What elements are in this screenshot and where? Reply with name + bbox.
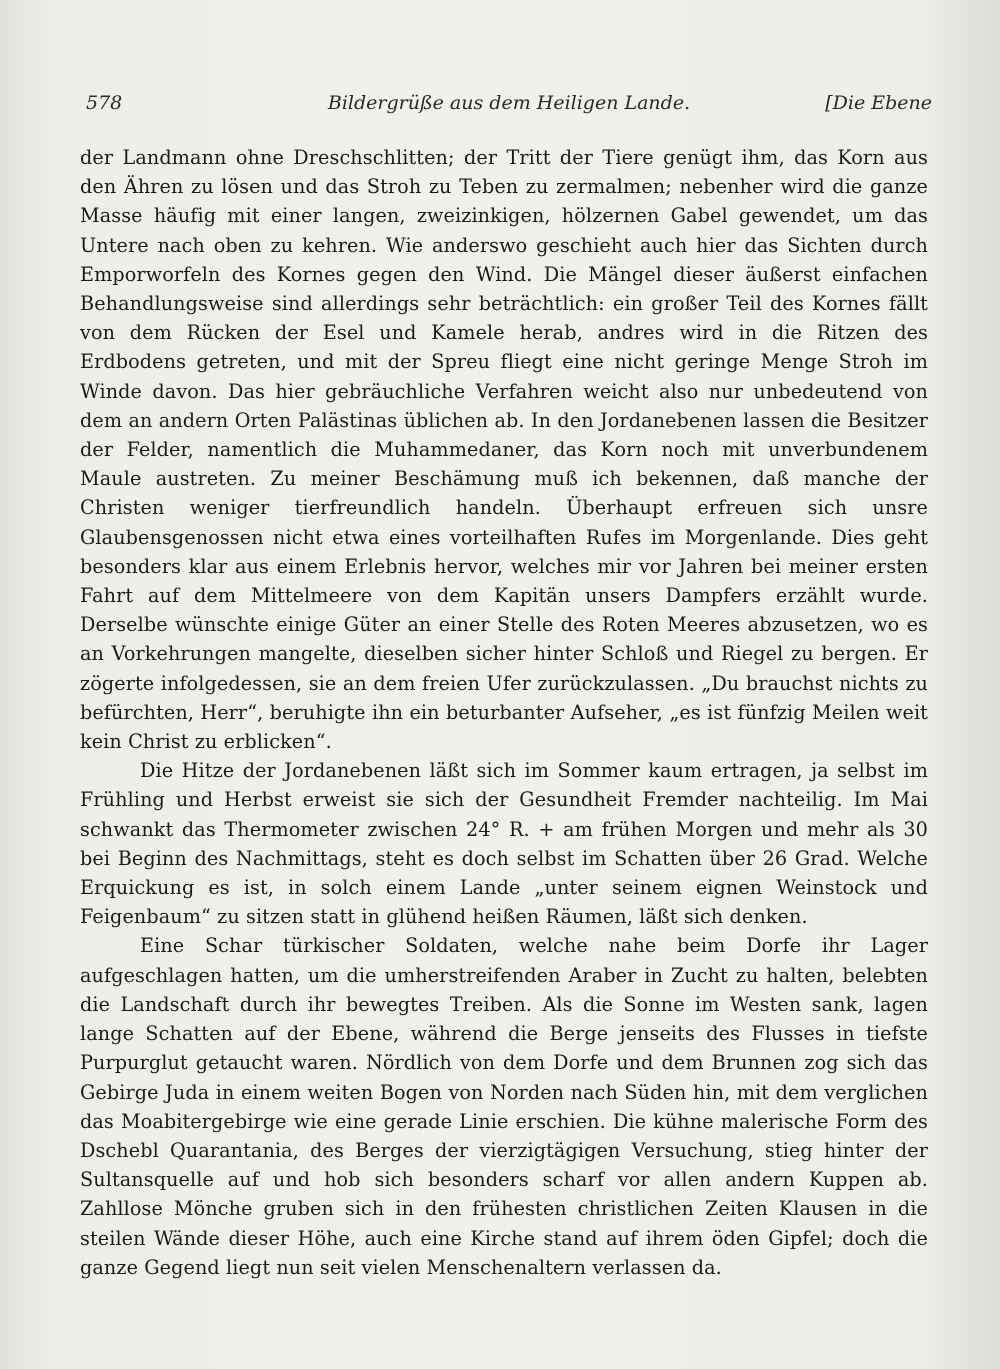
paragraph-soldiers: Eine Schar türkischer Soldaten, welche nahe beim Dorfe ihr Lager aufgeschlagen hatten, um die umherstreifenden Araber in Zucht zu halten, belebten die Landschaft durch ihr bewegtes Treiben. Als die Sonne im Westen sank, lagen lange Schatten auf der Ebene, während die Berge jenseits des Flusses in tiefste Purpurglut getaucht waren. Nördlich von dem Dorfe und dem Brunnen zog sich das Gebirge Juda in einem weiten Bogen von Norden nach Süden hin, mit dem verglichen das Moabitergebirge wie eine gerade Linie erschien. Die kühne malerische Form des Dschebl Quarantania, des Berges der vierzigtägigen Versuchung, stieg hinter der Sultansquelle auf und hob sich besonders scharf vor allen andern Kuppen ab. Zahllose Mönche gruben sich in den frühesten christlichen Zeiten Klausen in die steilen Wände dieser Höhe, auch eine Kirche stand auf ihrem öden Gipfel; doch die ganze Gegend liegt nun seit vielen Menschenaltern verlassen da. [80, 934, 928, 1279]
paragraph-heat: Die Hitze der Jordanebenen läßt sich im Sommer kaum ertragen, ja selbst im Frühling und Herbst erweist sie sich der Gesundheit Fremder nachteilig. Im Mai schwankt das Thermometer zwischen 24° R. + am frühen Morgen und mehr als 30 bei Beginn des Nachmittags, steht es doch selbst im Schatten über 26 Grad. Welche Erquickung es ist, in solch einem Lande „unter seinem eignen Weinstock und Feigenbaum“ zu sitzen statt in glühend heißen Räumen, läßt sich denken. [80, 759, 928, 929]
page-number: 578 [86, 92, 123, 114]
section-marker: [Die Ebene [825, 92, 932, 114]
body-text [80, 143, 928, 1282]
page-heading: Bildergrüße aus dem Heiligen Lande. [327, 92, 691, 114]
paragraph-threshing: der Landmann ohne Dreschschlitten; der Tritt der Tiere genügt ihm, das Korn aus den Ähren zu lösen und das Stroh zu Teben zu zermalmen; nebenher wird die ganze Masse häufig mit einer langen, zweizinkigen, hölzernen Gabel gewendet, um das Untere nach oben zu kehren. Wie anderswo geschieht auch hier das Sichten durch Emporworfeln des Kornes gegen den Wind. Die Mängel dieser äußerst einfachen Behandlungsweise sind allerdings sehr beträchtlich: ein großer Teil des Kornes fällt von dem Rücken der Esel und Kamele herab, andres wird in die Ritzen des Erdbodens getreten, und mit der Spreu fliegt eine nicht geringe Menge Stroh im Winde davon. Das hier gebräuchliche Verfahren weicht also nur unbedeutend von dem an andern Orten Palästinas üblichen ab. In den Jordanebenen lassen die Besitzer der Felder, namentlich die Muhammedaner, das Korn noch mit unverbundenem Maule austreten. Zu meiner Beschämung muß ich bekennen, daß manche der Christen weniger tierfreundlich handeln. Überhaupt erfreuen sich unsre Glaubensgenossen nicht etwa eines vorteilhaften Rufes im Morgenlande. Dies geht besonders klar aus einem Erlebnis hervor, welches mir vor Jahren bei meiner ersten Fahrt auf dem Mittelmeere von dem Kapitän unsers Dampfers erzählt wurde. Derselbe wünschte einige Güter an einer Stelle des Roten Meeres abzusetzen, wo es an Vorkehrungen mangelte, dieselben sicher hinter Schloß und Riegel zu bergen. Er zögerte infolgedessen, sie an dem freien Ufer zurückzulassen. „Du brauchst nichts zu befürchten, Herr“, beruhigte ihn ein beturbanter Aufseher, „es ist fünfzig Meilen weit kein Christ zu erblicken“. [80, 146, 928, 754]
running-head [86, 92, 932, 122]
